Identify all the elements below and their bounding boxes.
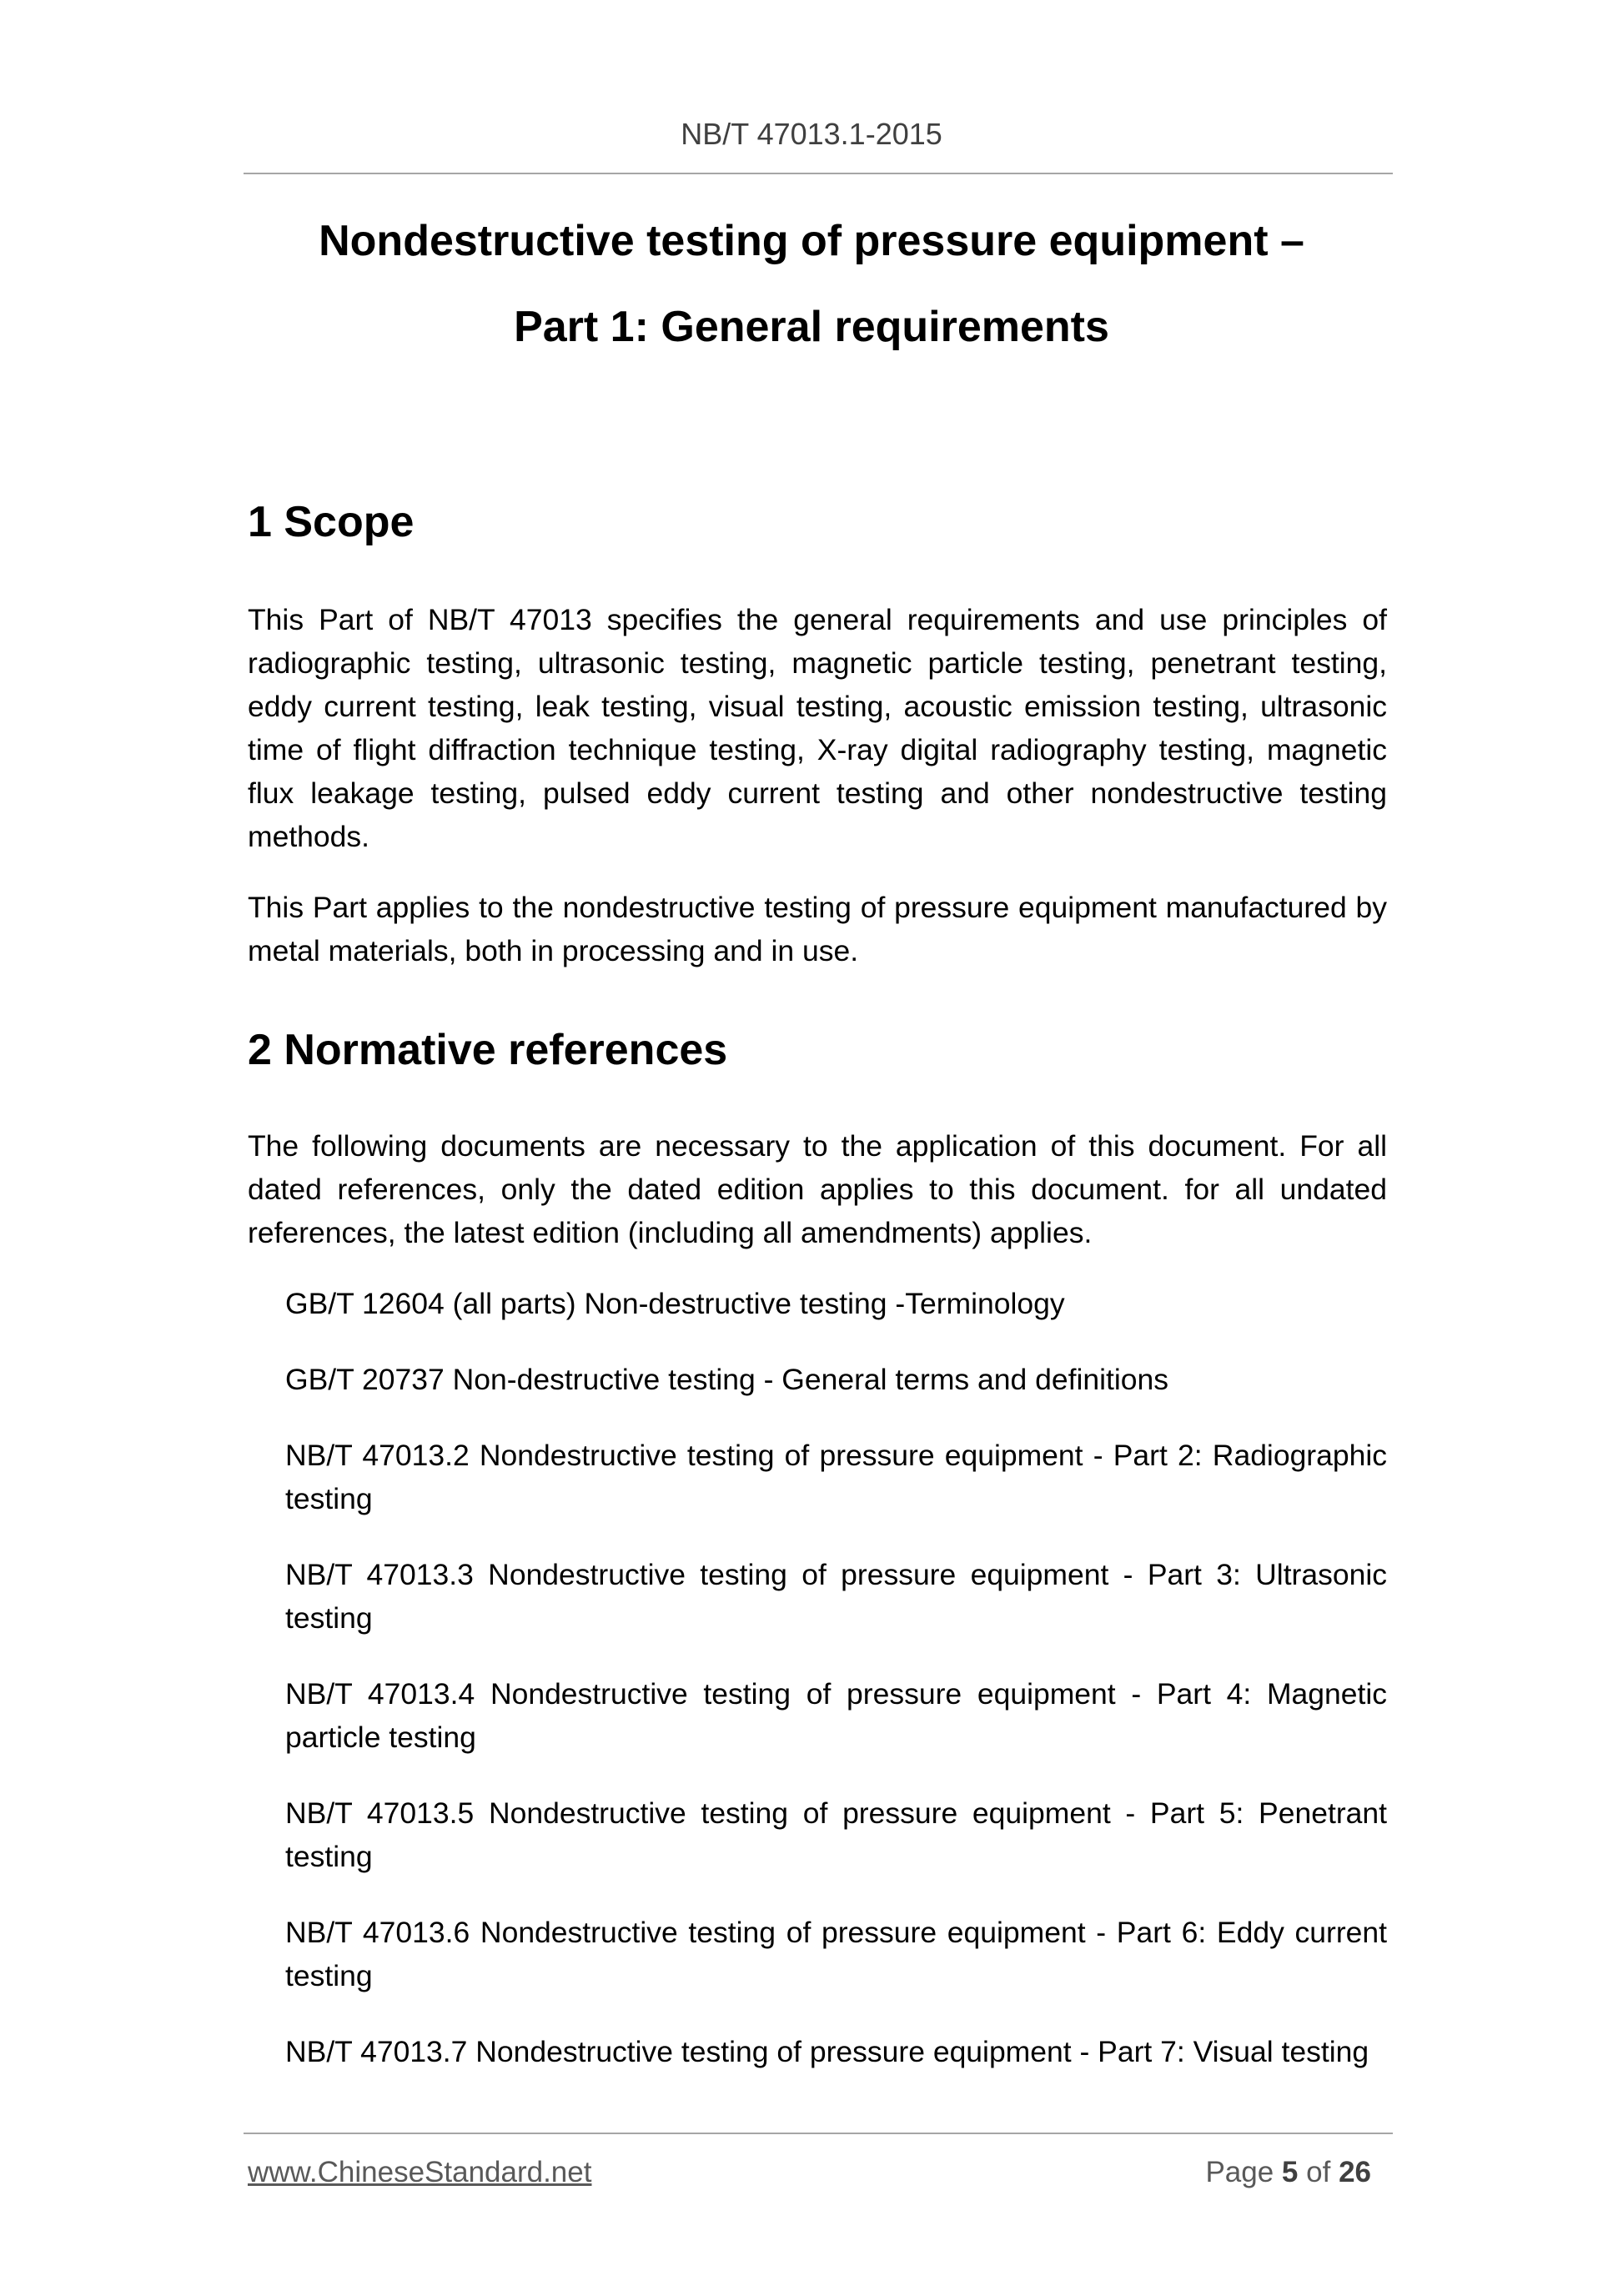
reference-item: NB/T 47013.3 Nondestructive testing of pressure equipment - Part 3: Ultrasonic testing — [285, 1558, 1387, 1635]
reference-item: NB/T 47013.7 Nondestructive testing of pressure equipment - Part 7: Visual testing — [285, 2035, 1369, 2068]
reference-item: GB/T 20737 Non-destructive testing - General terms and definitions — [285, 1363, 1168, 1396]
section-heading-scope: 1 Scope — [248, 498, 415, 546]
scope-paragraph-2: This Part applies to the nondestructive testing of pressure equipment manufactured by metal materials, both in processing and in use. — [248, 891, 1387, 967]
reference-item: NB/T 47013.2 Nondestructive testing of pressure equipment - Part 2: Radiographic testing — [285, 1439, 1387, 1515]
running-header: NB/T 47013.1-2015 — [681, 117, 942, 151]
footer-rule — [244, 2133, 1393, 2134]
header-rule — [244, 173, 1393, 174]
scope-paragraph-1: This Part of NB/T 47013 specifies the general requirements and use principles of radiographic testing, ultrasonic testing, magnetic particle testing, penetrant testing, eddy current testing, leak testing, visual testing, acoustic emission testing, ultrasonic time of flight diffraction technique testing, X-ray digital radiography testing, magnetic flux leakage testing, pulsed eddy current testing and other nondestructive testing methods. — [248, 603, 1387, 853]
page-of-label: of — [1306, 2156, 1331, 2188]
document-title-line1: Nondestructive testing of pressure equipment – — [319, 217, 1304, 265]
reference-list — [285, 1282, 1387, 2106]
normative-intro-paragraph: The following documents are necessary to the application of this document. For all dated references, only the dated edition applies to this document. for all undated references, the latest edition (including all amendments) applies. — [248, 1129, 1387, 1249]
page-indicator — [1205, 2156, 1371, 2189]
reference-item: NB/T 47013.5 Nondestructive testing of pressure equipment - Part 5: Penetrant testing — [285, 1796, 1387, 1873]
reference-item: GB/T 12604 (all parts) Non-destructive testing -Terminology — [285, 1287, 1065, 1320]
section-heading-normative-references: 2 Normative references — [248, 1026, 728, 1074]
page-label: Page — [1205, 2156, 1274, 2188]
reference-item: NB/T 47013.4 Nondestructive testing of pressure equipment - Part 4: Magnetic particle testing — [285, 1677, 1387, 1754]
current-page-number: 5 — [1281, 2156, 1299, 2188]
reference-item: NB/T 47013.6 Nondestructive testing of pressure equipment - Part 6: Eddy current testing — [285, 1916, 1387, 1992]
total-page-count: 26 — [1339, 2156, 1371, 2188]
document-title-line2: Part 1: General requirements — [514, 303, 1109, 351]
website-link[interactable]: www.ChineseStandard.net — [248, 2156, 592, 2188]
